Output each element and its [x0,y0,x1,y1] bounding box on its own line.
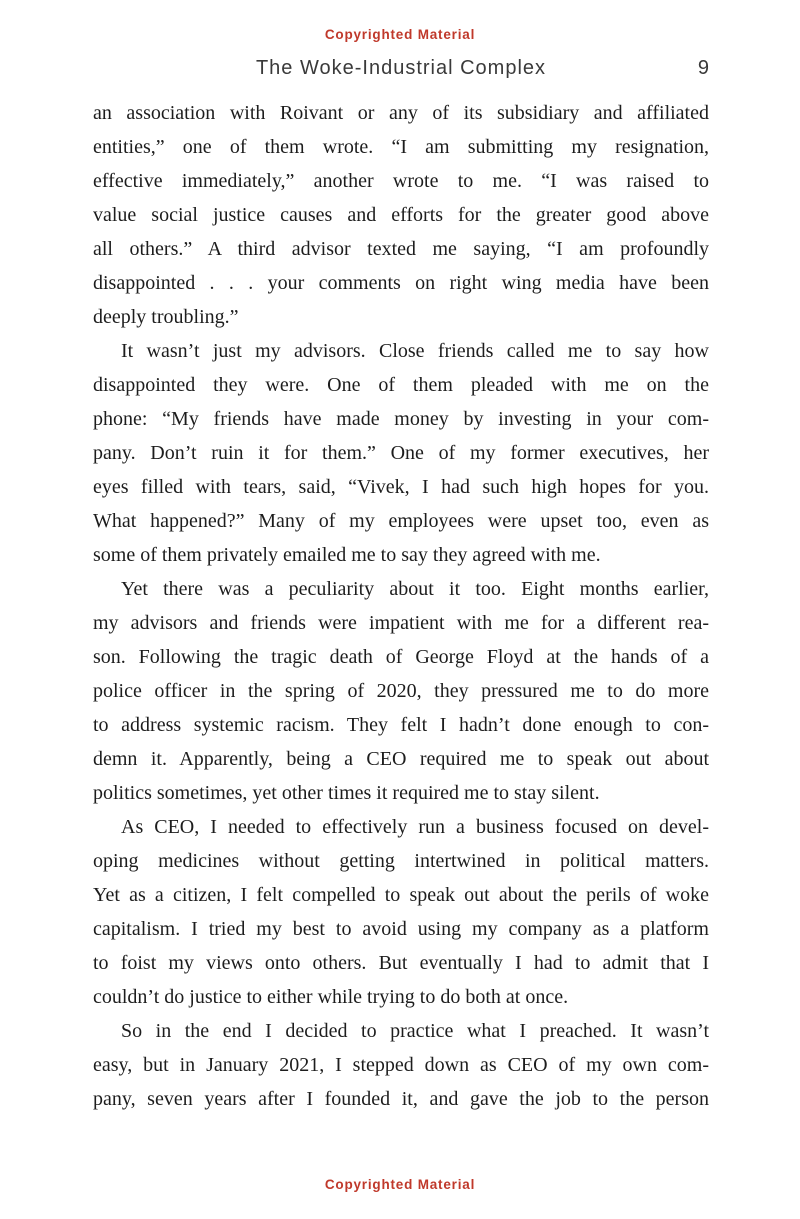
page-number: 9 [697,57,709,79]
body-line: phone: “My friends have made money by investing in your com- [93,408,709,430]
body-line: all others.” A third advisor texted me saying, “I am profoundly [93,238,709,260]
body-line: entities,” one of them wrote. “I am submitting my resignation, [93,136,709,158]
body-line: some of them privately emailed me to say they agreed with me. [93,544,601,566]
body-line: effective immediately,” another wrote to me. “I was raised to [93,170,709,192]
running-header [93,54,709,82]
body-line: It wasn’t just my advisors. Close friends called me to say how [121,340,709,362]
body-line: disappointed . . . your comments on right wing media have been [93,272,709,294]
body-line: deeply troubling.” [93,306,239,328]
body-line: pany. Don’t ruin it for them.” One of my former executives, her [93,442,709,464]
body-line: capitalism. I tried my best to avoid using my company as a platform [93,918,709,940]
body-line: So in the end I decided to practice what I preached. It wasn’t [121,1020,709,1042]
body-line: Yet as a citizen, I felt compelled to speak out about the perils of woke [93,884,709,906]
body-line: What happened?” Many of my employees were upset too, even as [93,510,709,532]
body-line: value social justice causes and efforts for the greater good above [93,204,709,226]
body-line: pany, seven years after I founded it, and gave the job to the person [93,1088,709,1110]
body-line: easy, but in January 2021, I stepped down as CEO of my own com- [93,1054,709,1076]
body-line: eyes filled with tears, said, “Vivek, I had such high hopes for you. [93,476,709,498]
body-line: couldn’t do justice to either while trying to do both at once. [93,986,569,1008]
body-line: son. Following the tragic death of George Floyd at the hands of a [93,646,709,668]
body-line: oping medicines without getting intertwined in political matters. [93,850,709,872]
body-text [93,96,709,1116]
body-line: Yet there was a peculiarity about it too. Eight months earlier, [121,578,709,600]
body-line: an association with Roivant or any of its subsidiary and affiliated [93,102,709,124]
body-line: police officer in the spring of 2020, they pressured me to do more [93,680,709,702]
body-line: to foist my views onto others. But eventually I had to admit that I [93,952,709,974]
body-line: my advisors and friends were impatient with me for a different rea- [93,612,709,634]
body-line: to address systemic racism. They felt I hadn’t done enough to con- [93,714,709,736]
copyright-notice-bottom: Copyrighted Material [324,1177,476,1192]
copyright-notice-top: Copyrighted Material [324,27,476,42]
body-line: As CEO, I needed to effectively run a business focused on devel- [121,816,709,838]
running-header-title: The Woke-Industrial Complex [255,57,547,79]
body-line: politics sometimes, yet other times it required me to stay silent. [93,782,600,804]
body-line: disappointed they were. One of them pleaded with me on the [93,374,709,396]
body-line: demn it. Apparently, being a CEO required me to speak out about [93,748,709,770]
